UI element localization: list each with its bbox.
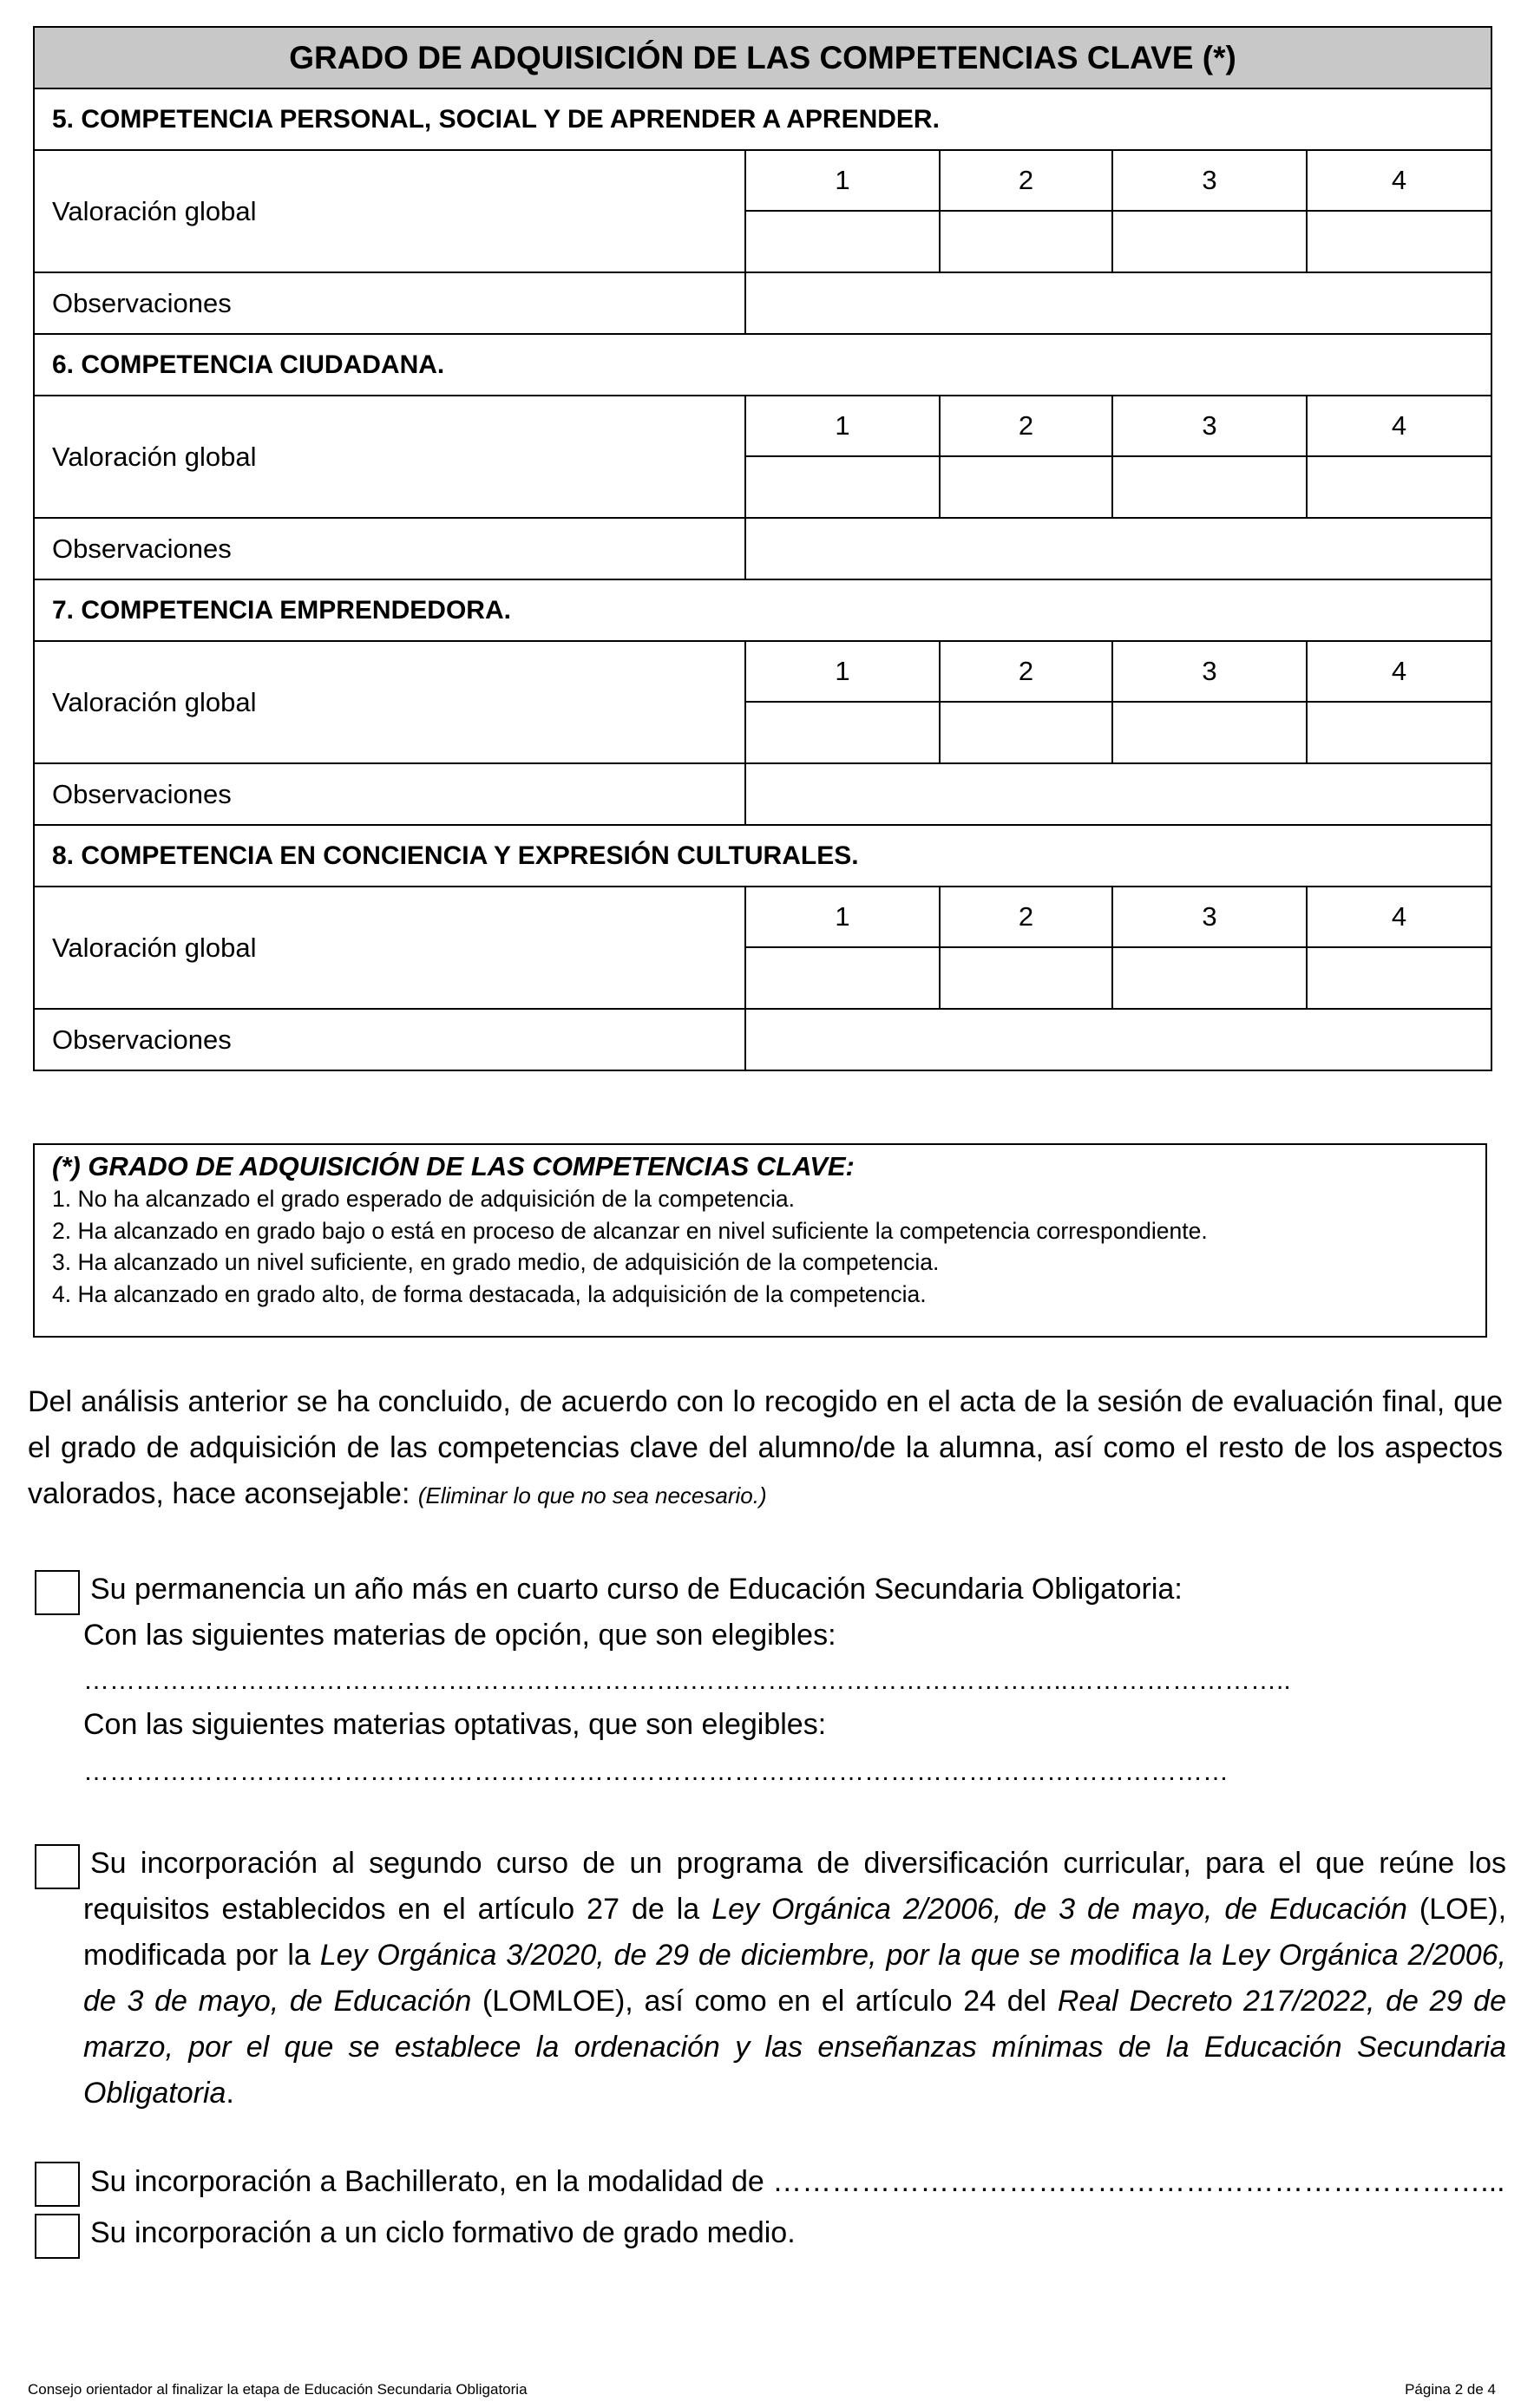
permanencia-checkbox[interactable] xyxy=(35,1570,80,1615)
scale-4: 4 xyxy=(1307,396,1491,456)
rating-box-2[interactable] xyxy=(940,702,1112,763)
rating-box-3[interactable] xyxy=(1112,702,1307,763)
legend-item: 1. No ha alcanzado el grado esperado de adquisición de la competencia. xyxy=(52,1186,795,1212)
div-ref-real-decreto: Real Decreto 217/2022, de 29 de marzo, por el que se establece la ordenación y las enseñanzas mínimas de la Educación Secundaria Obligatoria xyxy=(83,1985,1506,2110)
footer-title: Consejo orientador al finalizar la etapa de Educación Secundaria Obligatoria xyxy=(28,2381,528,2398)
scale-2: 2 xyxy=(940,887,1112,947)
observaciones-label: Observaciones xyxy=(34,1009,745,1070)
scale-3: 3 xyxy=(1112,396,1307,456)
scale-2: 2 xyxy=(940,641,1112,702)
rating-box-2[interactable] xyxy=(940,211,1112,272)
scale-2: 2 xyxy=(940,396,1112,456)
scale-1: 1 xyxy=(745,396,940,456)
legend-item: 2. Ha alcanzado en grado bajo o está en proceso de alcanzar en nivel suficiente la competencia correspondiente. xyxy=(52,1217,1208,1244)
materias-optativas-label: Con las siguientes materias optativas, que son elegibles: xyxy=(83,1708,827,1741)
scale-2: 2 xyxy=(940,150,1112,211)
intro-text: Del análisis anterior se ha concluido, de acuerdo con lo recogido en el acta de la sesión de evaluación final, que el grado de adquisición de las competencias clave del alumno/de la alumna, así como el resto de los aspectos valorados, hace aconsejable: xyxy=(28,1385,1503,1510)
valoracion-label: Valoración global xyxy=(34,150,745,272)
materias-opcion-label: Con las siguientes materias de opción, que son elegibles: xyxy=(83,1619,836,1652)
scale-1: 1 xyxy=(745,641,940,702)
materias-optativas-field[interactable]: …………………………………………………………………………………………………………………… xyxy=(83,1757,1229,1786)
permanencia-label: Su permanencia un año más en cuarto curso de Educación Secundaria Obligatoria: xyxy=(90,1573,1183,1606)
scale-4: 4 xyxy=(1307,887,1491,947)
section-title: 6. COMPETENCIA CIUDADANA. xyxy=(34,334,1491,396)
intro-note: (Eliminar lo que no sea necesario.) xyxy=(417,1482,767,1508)
bachillerato-label: Su incorporación a Bachillerato, en la modalidad de xyxy=(90,2165,764,2198)
materias-opcion-field[interactable]: …………………………………………………………….……………………………………..…………………….. xyxy=(83,1666,1291,1695)
rating-box-4[interactable] xyxy=(1307,211,1491,272)
observaciones-field[interactable] xyxy=(745,272,1491,334)
rating-box-4[interactable] xyxy=(1307,947,1491,1009)
ciclo-label: Su incorporación a un ciclo formativo de grado medio. xyxy=(90,2216,796,2249)
rating-box-4[interactable] xyxy=(1307,702,1491,763)
div-text-3: (LOMLOE), así como en el artículo 24 del xyxy=(482,1985,1047,2018)
scale-3: 3 xyxy=(1112,887,1307,947)
observaciones-field[interactable] xyxy=(745,518,1491,579)
legend-item: 4. Ha alcanzado en grado alto, de forma destacada, la adquisición de la competencia. xyxy=(52,1280,927,1307)
rating-box-1[interactable] xyxy=(745,947,940,1009)
legend-item: 3. Ha alcanzado un nivel suficiente, en grado medio, de adquisición de la competencia. xyxy=(52,1249,940,1275)
section-title: 5. COMPETENCIA PERSONAL, SOCIAL Y DE APRENDER A APRENDER. xyxy=(34,88,1491,150)
rating-box-3[interactable] xyxy=(1112,456,1307,518)
legend-title: (*) GRADO DE ADQUISICIÓN DE LAS COMPETENCIAS CLAVE: xyxy=(52,1151,855,1181)
scale-1: 1 xyxy=(745,150,940,211)
scale-4: 4 xyxy=(1307,150,1491,211)
valoracion-label: Valoración global xyxy=(34,887,745,1009)
scale-4: 4 xyxy=(1307,641,1491,702)
div-ref-loe: Ley Orgánica 2/2006, de 3 de mayo, de Educación xyxy=(711,1893,1407,1926)
observaciones-field[interactable] xyxy=(745,1009,1491,1070)
observaciones-field[interactable] xyxy=(745,763,1491,825)
rating-box-1[interactable] xyxy=(745,702,940,763)
ciclo-checkbox[interactable] xyxy=(35,2214,80,2259)
scale-3: 3 xyxy=(1112,150,1307,211)
observaciones-label: Observaciones xyxy=(34,763,745,825)
scale-3: 3 xyxy=(1112,641,1307,702)
modalidad-field[interactable]: ………………………………………………………………... xyxy=(772,2165,1505,2198)
competencias-table xyxy=(33,26,1492,1071)
section-title: 7. COMPETENCIA EMPRENDEDORA. xyxy=(34,579,1491,641)
rating-box-2[interactable] xyxy=(940,456,1112,518)
valoracion-label: Valoración global xyxy=(34,396,745,518)
section-title: 8. COMPETENCIA EN CONCIENCIA Y EXPRESIÓN CULTURALES. xyxy=(34,825,1491,887)
intro-paragraph xyxy=(28,1379,1503,1519)
page-number: Página 2 de 4 xyxy=(1405,2381,1496,2398)
rating-box-4[interactable] xyxy=(1307,456,1491,518)
diversificacion-checkbox[interactable] xyxy=(35,1844,80,1889)
bachillerato-line xyxy=(90,2159,1513,2205)
rating-box-1[interactable] xyxy=(745,456,940,518)
div-text-1: Su incorporación al segundo curso de un programa de diversificación curricular, para el que reúne los requisitos establecidos en el artículo 27 de la xyxy=(83,1847,1506,1926)
rating-box-2[interactable] xyxy=(940,947,1112,1009)
legend-box xyxy=(33,1143,1487,1338)
valoracion-label: Valoración global xyxy=(34,641,745,763)
scale-1: 1 xyxy=(745,887,940,947)
observaciones-label: Observaciones xyxy=(34,272,745,334)
rating-box-1[interactable] xyxy=(745,211,940,272)
diversificacion-paragraph xyxy=(83,1841,1506,2117)
table-title: GRADO DE ADQUISICIÓN DE LAS COMPETENCIAS CLAVE (*) xyxy=(34,27,1491,88)
bachillerato-checkbox[interactable] xyxy=(35,2162,80,2207)
rating-box-3[interactable] xyxy=(1112,947,1307,1009)
div-text-4: . xyxy=(226,2077,234,2110)
div-text-2: (LOE), modificada por la xyxy=(83,1893,1507,1972)
observaciones-label: Observaciones xyxy=(34,518,745,579)
div-ref-lomloe: Ley Orgánica 3/2020, de 29 de diciembre, por la que se modifica la Ley Orgánica 2/2006, de 3 de mayo, de Educación xyxy=(83,1939,1506,2018)
rating-box-3[interactable] xyxy=(1112,211,1307,272)
